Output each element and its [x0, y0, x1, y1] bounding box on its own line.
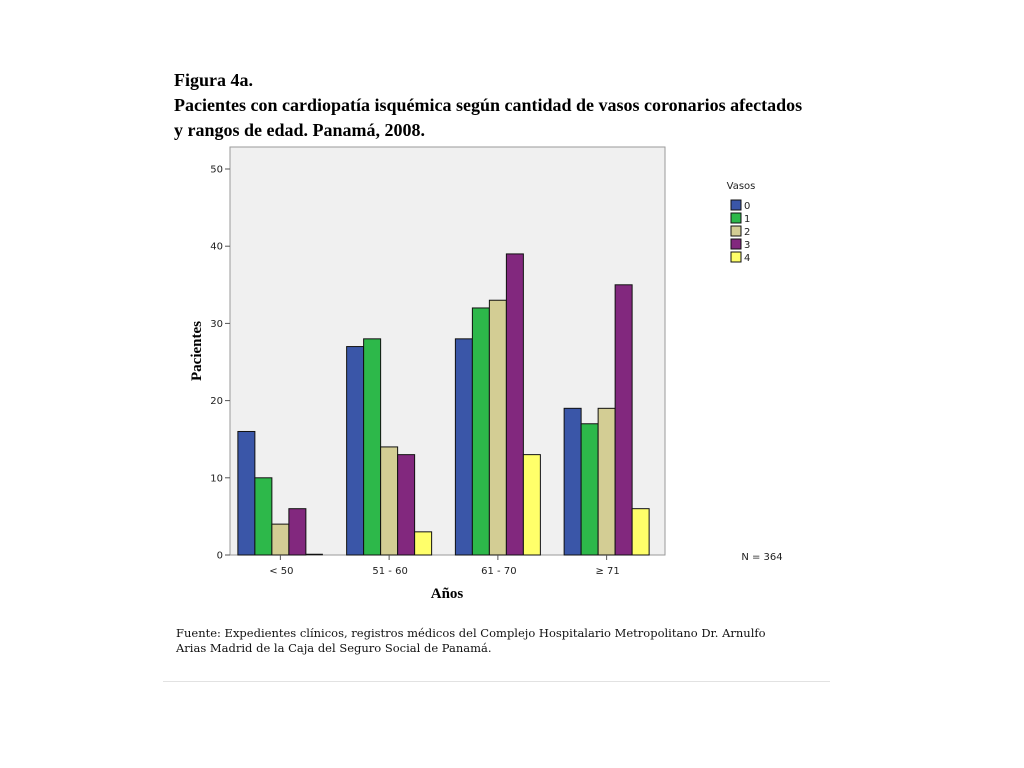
bar-vasos-3-2: [398, 455, 415, 555]
legend-swatch-2: [731, 226, 741, 236]
legend-title: Vasos: [726, 181, 756, 192]
legend-item-label: 0: [744, 201, 751, 212]
x-axis-label: Años: [430, 586, 464, 602]
legend-item-label: 3: [744, 240, 751, 251]
x-tick-label: 61 - 70: [481, 566, 517, 577]
y-tick-label: 40: [210, 241, 223, 253]
bar-vasos-2-4: [598, 408, 615, 555]
legend-swatch-4: [731, 252, 741, 262]
bar-vasos-3-1: [289, 509, 306, 555]
sample-size-note: N = 364: [741, 552, 783, 563]
bar-vasos-3-3: [506, 254, 523, 555]
y-tick-label: 20: [210, 396, 223, 408]
bar-vasos-1-4: [581, 424, 598, 555]
bar-vasos-1-3: [472, 308, 489, 555]
x-tick-label: < 50: [269, 566, 294, 577]
bar-vasos-0-3: [455, 339, 472, 555]
x-tick-label: 51 - 60: [372, 566, 408, 577]
bar-vasos-2-3: [489, 300, 506, 555]
y-tick-label: 50: [210, 164, 223, 176]
bar-vasos-4-4: [632, 509, 649, 555]
bar-vasos-0-1: [238, 431, 255, 555]
bar-vasos-1-2: [364, 339, 381, 555]
x-axis: [269, 555, 620, 577]
y-tick-label: 0: [216, 550, 223, 562]
bar-vasos-3-4: [615, 285, 632, 555]
bar-vasos-0-2: [347, 347, 364, 555]
y-axis-label: Pacientes: [189, 321, 205, 381]
bar-vasos-0-4: [564, 408, 581, 555]
legend: [727, 181, 756, 264]
bar-vasos-1-1: [255, 478, 272, 555]
figure-label: Figura 4a.: [174, 70, 253, 90]
legend-item-label: 2: [744, 227, 751, 238]
legend-swatch-3: [731, 239, 741, 249]
y-tick-label: 10: [210, 473, 223, 485]
legend-item-label: 1: [744, 214, 751, 225]
bar-vasos-2-2: [381, 447, 398, 555]
y-axis: [210, 165, 230, 562]
legend-item-label: 4: [744, 253, 751, 264]
bar-vasos-2-1: [272, 524, 289, 555]
divider: [163, 681, 830, 682]
source-note: Fuente: Expedientes clínicos, registros médicos del Complejo Hospitalario Metropolitano Dr. Arnulfo Arias Madrid de la Caja del Seguro Social de Panamá.: [176, 626, 766, 655]
figure-title: Pacientes con cardiopatía isquémica según cantidad de vasos coronarios afectados y rangos de edad. Panamá, 2008.: [174, 95, 803, 140]
x-tick-label: ≥ 71: [595, 566, 620, 577]
y-tick-label: 30: [210, 318, 223, 330]
legend-swatch-0: [731, 200, 741, 210]
bar-vasos-4-2: [415, 532, 432, 555]
bar-vasos-4-3: [523, 455, 540, 555]
legend-swatch-1: [731, 213, 741, 223]
